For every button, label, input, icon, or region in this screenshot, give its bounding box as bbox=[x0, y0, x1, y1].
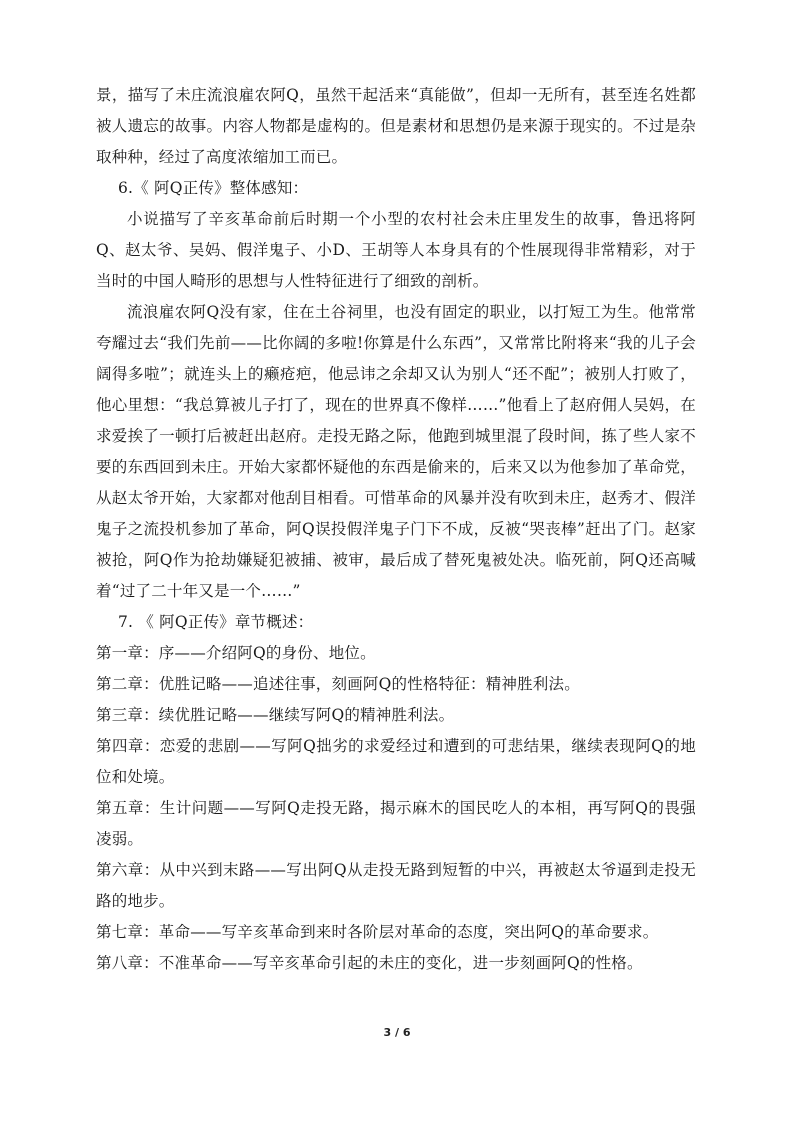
chapter-item: 第七章：革命——写辛亥革命到来时各阶层对革命的态度，突出阿Q的革命要求。 bbox=[96, 923, 659, 941]
intro-paragraph: 景，描写了未庄流浪雇农阿Q，虽然干起活来“真能做”，但却一无所有，甚至连名姓都被人遗忘的故事。内容人物都是虚构的。但是素材和思想仍是来源于现实的。不过是杂取种种，经过了高度浓缩加工而已。 bbox=[96, 86, 696, 166]
section-6-paragraph-2: 流浪雇农阿Q没有家，住在土谷祠里，也没有固定的职业，以打短工为生。他常常夸耀过去“我们先前——比你阔的多啦!你算是什么东西”，又常常比附将来“我的儿子会阔得多啦”；就连头上的癞疮疤，他忌讳之余却又认为别人“还不配”；被别人打败了，他心里想：“我总算被儿子打了，现在的世界真不像样……”他看上了赵府佣人吴妈，在求爱挨了一顿打后被赶出赵府。走投无路之际，他跑到城里混了段时间，拣了些人家不要的东西回到未庄。开始大家都怀疑他的东西是偷来的，后来又以为他参加了革命党，从赵太爷开始，大家都对他刮目相看。可惜革命的风暴并没有吹到未庄，赵秀才、假洋鬼子之流投机参加了革命，阿Q误投假洋鬼子门下不成，反被“哭丧棒”赶出了门。赵家被抢，阿Q作为抢劫嫌疑犯被捕、被审，最后成了替死鬼被处决。临死前，阿Q还高喊着“过了二十年又是一个……” bbox=[96, 303, 696, 600]
body-text bbox=[96, 80, 696, 979]
chapter-item: 第二章：优胜记略——追述往事，刻画阿Q的性格特征：精神胜利法。 bbox=[96, 675, 580, 693]
chapter-item: 第五章：生计问题——写阿Q走投无路，揭示麻木的国民吃人的本相，再写阿Q的畏强凌弱。 bbox=[96, 799, 696, 848]
section-7-heading: 7. 《 阿Q正传》章节概述： bbox=[118, 613, 314, 631]
page-number: 3 / 6 bbox=[383, 1026, 411, 1039]
chapter-item: 第四章：恋爱的悲剧——写阿Q拙劣的求爱经过和遭到的可悲结果，继续表现阿Q的地位和处境。 bbox=[96, 737, 696, 786]
section-6-heading: 6.《 阿Q正传》整体感知： bbox=[118, 179, 309, 197]
chapter-item: 第三章：续优胜记略——继续写阿Q的精神胜利法。 bbox=[96, 706, 455, 724]
section-6-paragraph-1: 小说描写了辛亥革命前后时期一个小型的农村社会未庄里发生的故事，鲁迅将阿Q、赵太爷、吴妈、假洋鬼子、小D、王胡等人本身具有的个性展现得非常精彩，对于当时的中国人畸形的思想与人性特征进行了细致的剖析。 bbox=[96, 210, 696, 290]
chapter-list bbox=[96, 638, 696, 979]
chapter-item: 第一章：序——介绍阿Q的身份、地位。 bbox=[96, 644, 376, 662]
chapter-item: 第六章：从中兴到末路——写出阿Q从走投无路到短暂的中兴，再被赵太爷逼到走投无路的地步。 bbox=[96, 861, 696, 910]
chapter-item: 第八章：不准革命——写辛亥革命引起的未庄的变化，进一步刻画阿Q的性格。 bbox=[96, 954, 643, 972]
